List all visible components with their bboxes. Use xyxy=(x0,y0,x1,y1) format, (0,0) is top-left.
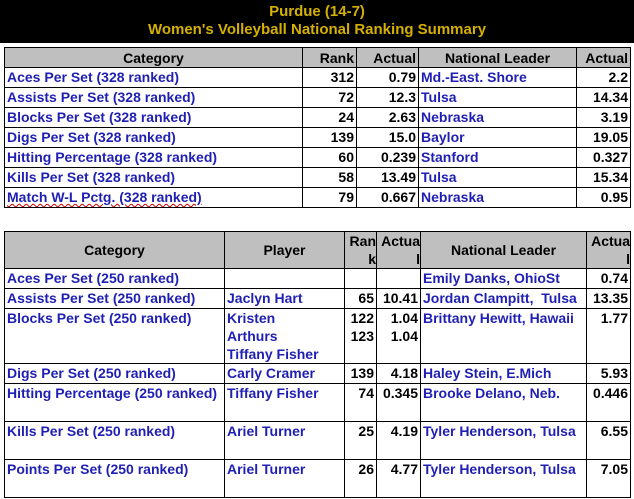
page-subtitle: Women's Volleyball National Ranking Summary xyxy=(147,21,487,38)
actual-header-line1: Actua xyxy=(381,233,420,249)
category-cell: Digs Per Set (328 ranked) xyxy=(5,128,303,148)
leader-cell: Tyler Henderson, Tulsa xyxy=(421,460,587,498)
actual-cell: 10.41 xyxy=(377,289,421,309)
table-row xyxy=(5,289,631,309)
rank-cell: 74 xyxy=(345,384,377,422)
category-cell: Aces Per Set (328 ranked) xyxy=(5,68,303,88)
table-row xyxy=(5,168,631,188)
actual-cell: 4.77 xyxy=(377,460,421,498)
player-cell: Tiffany Fisher xyxy=(225,384,345,422)
leader-actual-header-line2: l xyxy=(626,251,630,267)
actual-cell: 0.79 xyxy=(357,68,419,88)
player-name-line1: Kristen xyxy=(227,310,276,326)
actual-cell: 2.63 xyxy=(357,108,419,128)
leader-actual-cell: 13.35 xyxy=(587,289,631,309)
table-header-row xyxy=(5,232,631,269)
leader-actual-cell: 7.05 xyxy=(587,460,631,498)
leader-cell: Brittany Hewitt, Hawaii xyxy=(421,309,587,364)
player-name-line2: Arthurs xyxy=(227,328,278,344)
actual-cell: 0.667 xyxy=(357,188,419,208)
leader-text: Emily Danks, OhioSt xyxy=(423,270,560,286)
rank-cell xyxy=(345,269,377,289)
category-cell: Kills Per Set (250 ranked) xyxy=(5,422,225,460)
col-header-rank xyxy=(345,232,377,269)
leader-cell: Nebraska xyxy=(419,188,577,208)
player-name-line3: Tiffany Fisher xyxy=(227,346,319,362)
col-header-player: Player xyxy=(225,232,345,269)
leader-cell: Stanford xyxy=(419,148,577,168)
actual-header-line2: l xyxy=(416,251,420,267)
table-row xyxy=(5,422,631,460)
col-header-actual xyxy=(377,232,421,269)
rank-line2: 123 xyxy=(350,328,374,344)
rank-cell: 65 xyxy=(345,289,377,309)
table-header-row xyxy=(5,48,631,68)
leader-actual-cell: 15.34 xyxy=(577,168,631,188)
category-cell: Kills Per Set (328 ranked) xyxy=(5,168,303,188)
table-row xyxy=(5,364,631,384)
leader-cell: Brooke Delano, Neb. xyxy=(421,384,587,422)
player-ranking-table xyxy=(4,231,631,498)
category-cell: Assists Per Set (328 ranked) xyxy=(5,88,303,108)
category-cell: Points Per Set (250 ranked) xyxy=(5,460,225,498)
category-cell: Aces Per Set (250 ranked) xyxy=(5,269,225,289)
actual-cell xyxy=(377,269,421,289)
leader-actual-cell: 5.93 xyxy=(587,364,631,384)
rank-header-line2: k xyxy=(368,251,376,267)
team-ranking-table xyxy=(4,47,631,208)
rank-cell: 24 xyxy=(303,108,357,128)
category-cell: Digs Per Set (250 ranked) xyxy=(5,364,225,384)
category-cell: Blocks Per Set (250 ranked) xyxy=(5,309,225,364)
col-header-category: Category xyxy=(5,48,303,68)
page-title: Purdue (14-7) xyxy=(269,3,365,20)
leader-cell xyxy=(421,269,587,289)
leader-actual-cell: 0.446 xyxy=(587,384,631,422)
actual-cell: 15.0 xyxy=(357,128,419,148)
col-header-leader-actual: Actual xyxy=(577,48,631,68)
actual-cell: 4.19 xyxy=(377,422,421,460)
category-cell: Assists Per Set (250 ranked) xyxy=(5,289,225,309)
leader-cell: Haley Stein, E.Mich xyxy=(421,364,587,384)
category-text: Match W-L Pctg. (328 ranked) xyxy=(7,189,202,205)
leader-actual-cell: 6.55 xyxy=(587,422,631,460)
player-cell: Jaclyn Hart xyxy=(225,289,345,309)
rank-cell: 79 xyxy=(303,188,357,208)
rank-cell: 72 xyxy=(303,88,357,108)
player-cell: Ariel Turner xyxy=(225,422,345,460)
table-row xyxy=(5,460,631,498)
rank-cell: 26 xyxy=(345,460,377,498)
leader-actual-header-line1: Actua xyxy=(591,233,630,249)
leader-actual-cell: 1.77 xyxy=(587,309,631,364)
rank-cell: 139 xyxy=(345,364,377,384)
category-cell: Hitting Percentage (328 ranked) xyxy=(5,148,303,168)
report-header xyxy=(0,0,634,43)
col-header-leader-actual xyxy=(587,232,631,269)
rank-line1: 122 xyxy=(350,310,374,326)
category-cell: Hitting Percentage (250 ranked) xyxy=(5,384,225,422)
player-cell xyxy=(225,309,345,364)
table-row xyxy=(5,88,631,108)
table-row xyxy=(5,148,631,168)
leader-cell: Tulsa xyxy=(419,168,577,188)
leader-actual-cell: 2.2 xyxy=(577,68,631,88)
col-header-rank: Rank xyxy=(303,48,357,68)
player-cell: Carly Cramer xyxy=(225,364,345,384)
leader-actual-cell: 0.74 xyxy=(587,269,631,289)
actual-cell: 4.18 xyxy=(377,364,421,384)
actual-cell: 0.239 xyxy=(357,148,419,168)
col-header-category: Category xyxy=(5,232,225,269)
rank-cell xyxy=(345,309,377,364)
leader-actual-cell: 0.327 xyxy=(577,148,631,168)
leader-cell: Baylor xyxy=(419,128,577,148)
table-row xyxy=(5,269,631,289)
rank-header-line1: Ran xyxy=(349,233,376,249)
actual-cell xyxy=(377,309,421,364)
leader-actual-cell: 19.05 xyxy=(577,128,631,148)
col-header-national-leader: National Leader xyxy=(421,232,587,269)
rank-cell: 312 xyxy=(303,68,357,88)
rank-cell: 25 xyxy=(345,422,377,460)
leader-actual-cell: 3.19 xyxy=(577,108,631,128)
rank-cell: 60 xyxy=(303,148,357,168)
table-row xyxy=(5,309,631,364)
table-row xyxy=(5,128,631,148)
table-row xyxy=(5,188,631,208)
leader-cell: Nebraska xyxy=(419,108,577,128)
actual-line2: 1.04 xyxy=(390,328,418,344)
rank-cell: 58 xyxy=(303,168,357,188)
leader-cell: Tyler Henderson, Tulsa xyxy=(421,422,587,460)
table-row xyxy=(5,384,631,422)
table-row xyxy=(5,68,631,88)
category-cell xyxy=(5,188,303,208)
leader-cell: Tulsa xyxy=(419,88,577,108)
rank-cell: 139 xyxy=(303,128,357,148)
player-cell: Ariel Turner xyxy=(225,460,345,498)
col-header-national-leader: National Leader xyxy=(419,48,577,68)
actual-cell: 12.3 xyxy=(357,88,419,108)
player-cell xyxy=(225,269,345,289)
leader-actual-cell: 14.34 xyxy=(577,88,631,108)
col-header-actual: Actual xyxy=(357,48,419,68)
leader-cell: Jordan Clampitt, Tulsa xyxy=(421,289,587,309)
actual-cell: 13.49 xyxy=(357,168,419,188)
category-cell: Blocks Per Set (328 ranked) xyxy=(5,108,303,128)
actual-line1: 1.04 xyxy=(390,310,418,326)
leader-cell: Md.-East. Shore xyxy=(419,68,577,88)
table-row xyxy=(5,108,631,128)
leader-actual-cell: 0.95 xyxy=(577,188,631,208)
actual-cell: 0.345 xyxy=(377,384,421,422)
